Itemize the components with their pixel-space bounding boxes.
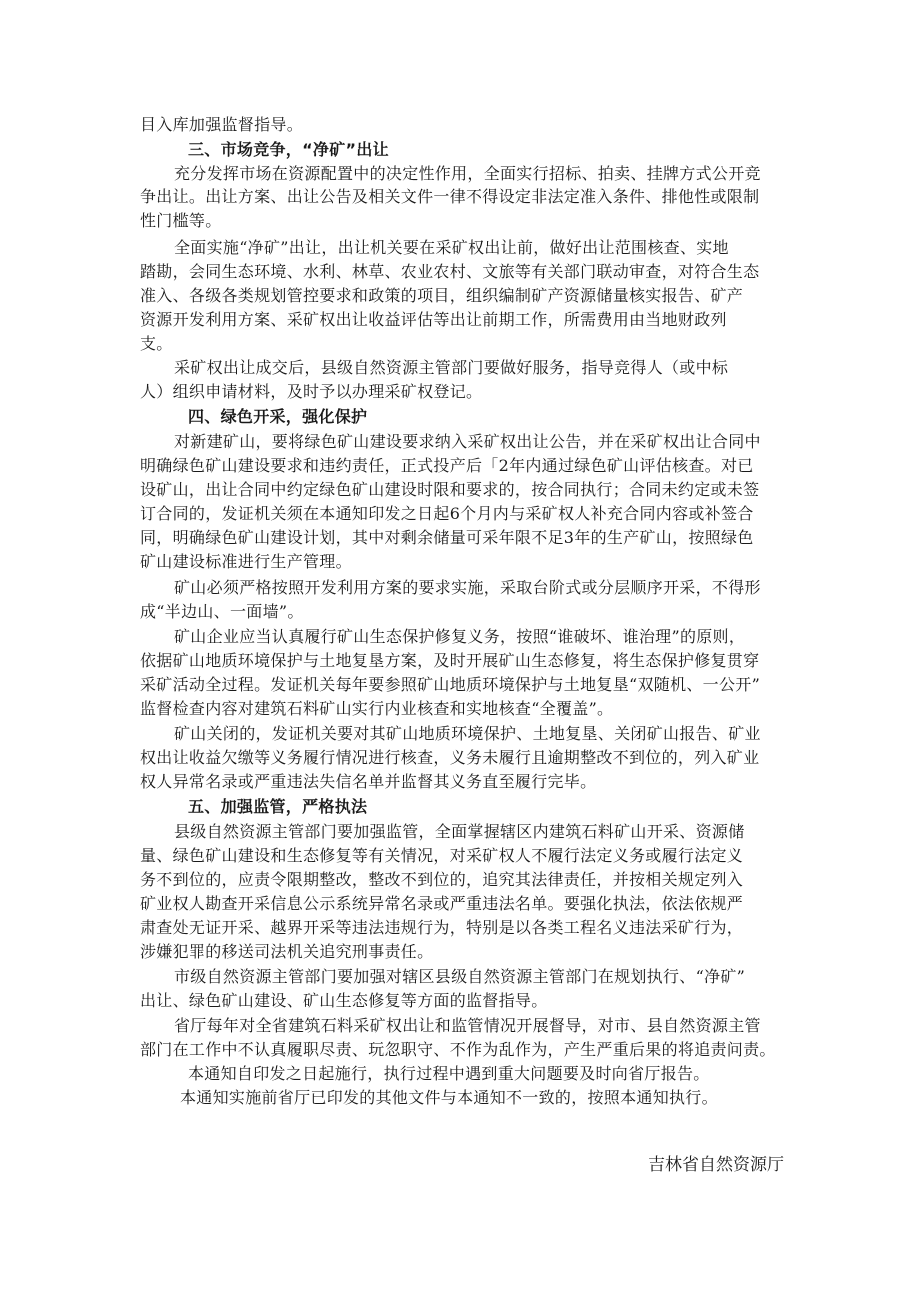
- paragraph-line: 省厅每年对全省建筑石料采矿权出让和监管情况开展督导，对市、县自然资源主管: [174, 1016, 761, 1035]
- paragraph-line: 对新建矿山，要将绿色矿山建设要求纳入采矿权出让公告，并在采矿权出让合同中: [174, 432, 761, 451]
- section-heading-three: 三、市场竞争，“净矿”出让: [188, 140, 389, 159]
- paragraph-line: 争出让。出让方案、出让公告及相关文件一律不得设定非法定准入条件、排他性或限制: [140, 187, 760, 206]
- paragraph-line: 监督检查内容对建筑石料矿山实行内业核查和实地核查“全覆盖”。: [140, 699, 614, 718]
- paragraph-line: 采矿活动全过程。发证机关每年要参照矿山地质环境保护与土地复垦“双随机、一公开”: [140, 675, 761, 694]
- paragraph-line: 资源开发利用方案、采矿权出让收益评估等出让前期工作，所需费用由当地财政列: [140, 310, 727, 329]
- paragraph-line: 支。: [140, 334, 173, 353]
- paragraph-line: 人）组织申请材料，及时予以办理采矿权登记。: [140, 382, 483, 401]
- paragraph-line: 市级自然资源主管部门要加强对辖区县级自然资源主管部门在规划执行、“净矿”: [174, 967, 746, 986]
- paragraph-line: 部门在工作中不认真履职尽责、玩忽职守、不作为乱作为，产生严重后果的将追责问责。: [140, 1040, 776, 1059]
- issuer-signature: 吉林省自然资源厅: [648, 1155, 784, 1175]
- paragraph-line: 务不到位的，应责令限期整改，整改不到位的，追究其法律责任，并按相关规定列入: [140, 870, 744, 889]
- paragraph-line: 本通知实施前省厅已印发的其他文件与本通知不一致的，按照本通知执行。: [180, 1088, 718, 1107]
- paragraph-line: 县级自然资源主管部门要加强监管，全面掌握辖区内建筑石料矿山开采、资源储: [174, 822, 745, 841]
- section-heading-five: 五、加强监管，严格执法: [188, 797, 368, 816]
- paragraph-line: 目入库加强监督指导。: [140, 115, 304, 134]
- paragraph-line: 权出让收益欠缴等义务履行情况进行核查，义务未履行且逾期整改不到位的，列入矿业: [140, 748, 760, 767]
- paragraph-line: 准入、各级各类规划管控要求和政策的项目，组织编制矿产资源储量核实报告、矿产: [140, 286, 744, 305]
- paragraph-line: 明确绿色矿山建设要求和违约责任，正式投产后「2年内通过绿色矿山评估核查。对已: [140, 456, 754, 475]
- paragraph-line: 踏勘，会同生态环境、水利、林草、农业农村、文旅等有关部门联动审查，对符合生态: [140, 262, 760, 281]
- paragraph-line: 充分发挥市场在资源配置中的决定性作用，全面实行招标、拍卖、挂牌方式公开竞: [174, 164, 761, 183]
- paragraph-line: 同，明确绿色矿山建设计划，其中对剩余储量可采年限不足3年的生产矿山，按照绿色: [140, 528, 754, 547]
- paragraph-line: 依据矿山地质环境保护与土地复垦方案，及时开展矿山生态修复，将生态保护修复贯穿: [140, 651, 760, 670]
- section-heading-four: 四、绿色开采，强化保护: [188, 407, 368, 426]
- paragraph-line: 肃查处无证开采、越界开采等违法违规行为，特别是以各类工程名义违法采矿行为，: [140, 918, 744, 937]
- paragraph-line: 全面实施“净矿”出让，出让机关要在采矿权出让前，做好出让范围核查、实地: [174, 238, 729, 257]
- paragraph-line: 矿山必须严格按照开发利用方案的要求实施，采取台阶式或分层顺序开采，不得形: [174, 578, 761, 597]
- paragraph-line: 矿山关闭的，发证机关要对其矿山地质环境保护、土地复垦、关闭矿山报告、矿业: [174, 724, 761, 743]
- paragraph-line: 本通知自印发之日起施行，执行过程中遇到重大问题要及时向省厅报告。: [188, 1064, 710, 1083]
- paragraph-line: 权人异常名录或严重违法失信名单并监督其义务直至履行完毕。: [140, 772, 597, 791]
- paragraph-line: 量、绿色矿山建设和生态修复等有关情况，对采矿权人不履行法定义务或履行法定义: [140, 846, 744, 865]
- paragraph-line: 性门槛等。: [140, 211, 222, 230]
- paragraph-line: 矿业权人勘查开采信息公示系统异常名录或严重违法名单。要强化执法，依法依规严: [140, 894, 744, 913]
- paragraph-line: 出让、绿色矿山建设、矿山生态修复等方面的监督指导。: [140, 991, 548, 1010]
- paragraph-line: 成“半边山、一面墙”。: [140, 602, 304, 621]
- paragraph-line: 采矿权出让成交后，县级自然资源主管部门要做好服务，指导竞得人（或中标: [174, 358, 729, 377]
- paragraph-line: 矿山建设标准进行生产管理。: [140, 552, 352, 571]
- paragraph-line: 设矿山，出让合同中约定绿色矿山建设时限和要求的，按合同执行；合同未约定或未签: [140, 480, 760, 499]
- paragraph-line: 涉嫌犯罪的移送司法机关追究刑事责任。: [140, 942, 434, 961]
- paragraph-line: 矿山企业应当认真履行矿山生态保护修复义务，按照“谁破坏、谁治理”的原则，: [174, 627, 746, 646]
- paragraph-line: 订合同的，发证机关须在本通知印发之日起6个月内与采矿权人补充合同内容或补签合: [140, 504, 754, 523]
